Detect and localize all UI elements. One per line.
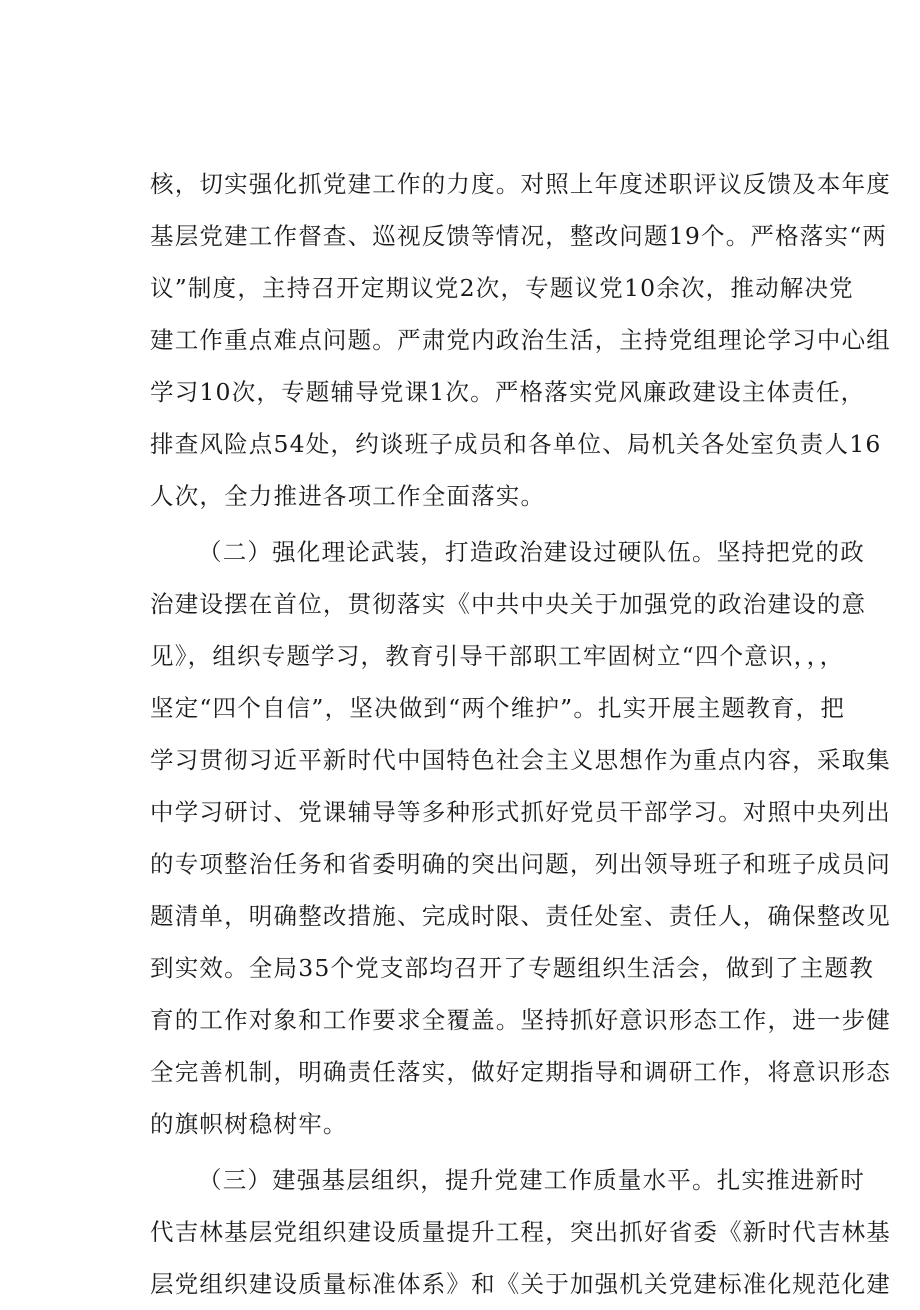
text-line: 题清单，明确整改措施、完成时限、责任处室、责任人，确保整改见 xyxy=(150,902,891,930)
text-line: 全完善机制，明确责任落实，做好定期指导和调研工作，将意识形态 xyxy=(150,1058,891,1086)
text-line: 代吉林基层党组织建设质量提升工程，突出抓好省委《新时代吉林基 xyxy=(150,1218,891,1246)
text-line: 中学习研讨、党课辅导等多种形式抓好党员干部学习。对照中央列出 xyxy=(150,798,891,826)
text-line: 建工作重点难点问题。严肃党内政治生活，主持党组理论学习中心组 xyxy=(150,326,891,354)
text-line: 的旗帜树稳树牢。 xyxy=(150,1110,348,1138)
text-line: 排查风险点54处，约谈班子成员和各单位、局机关各处室负责人16 xyxy=(150,430,882,458)
text-line: 见》，组织专题学习，教育引导干部职工牢固树立“四个意识，，， xyxy=(150,642,845,670)
text-line: 基层党建工作督查、巡视反馈等情况，整改问题19个。严格落实“两 xyxy=(150,222,888,250)
text-line: 核，切实强化抓党建工作的力度。对照上年度述职评议反馈及本年度 xyxy=(150,170,891,198)
text-line: 到实效。全局35个党支部均召开了专题组织生活会，做到了主题教 xyxy=(150,954,874,982)
text-line: 育的工作对象和工作要求全覆盖。坚持抓好意识形态工作，进一步健 xyxy=(150,1006,891,1034)
section-heading-line: （三）建强基层组织，提升党建工作质量水平。扎实推进新时 xyxy=(198,1166,865,1194)
text-line: 人次，全力推进各项工作全面落实。 xyxy=(150,482,546,510)
text-line: 学习10次，专题辅导党课1次。严格落实党风廉政建设主体责任， xyxy=(150,378,866,406)
section-heading-line: （二）强化理论武装，打造政治建设过硬队伍。坚持把党的政 xyxy=(198,538,865,566)
text-line: 坚定“四个自信”，坚决做到“两个维护”。扎实开展主题教育，把 xyxy=(150,694,846,722)
text-line: 层党组织建设质量标准体系》和《关于加强机关党建标准化规范化建 xyxy=(150,1270,891,1298)
text-line: 学习贯彻习近平新时代中国特色社会主义思想作为重点内容，采取集 xyxy=(150,746,891,774)
text-line: 的专项整治任务和省委明确的突出问题，列出领导班子和班子成员问 xyxy=(150,850,891,878)
text-line: 治建设摆在首位，贯彻落实《中共中央关于加强党的政治建设的意 xyxy=(150,590,867,618)
text-line: 议”制度，主持召开定期议党2次，专题议党10余次，推动解决党 xyxy=(150,274,854,302)
